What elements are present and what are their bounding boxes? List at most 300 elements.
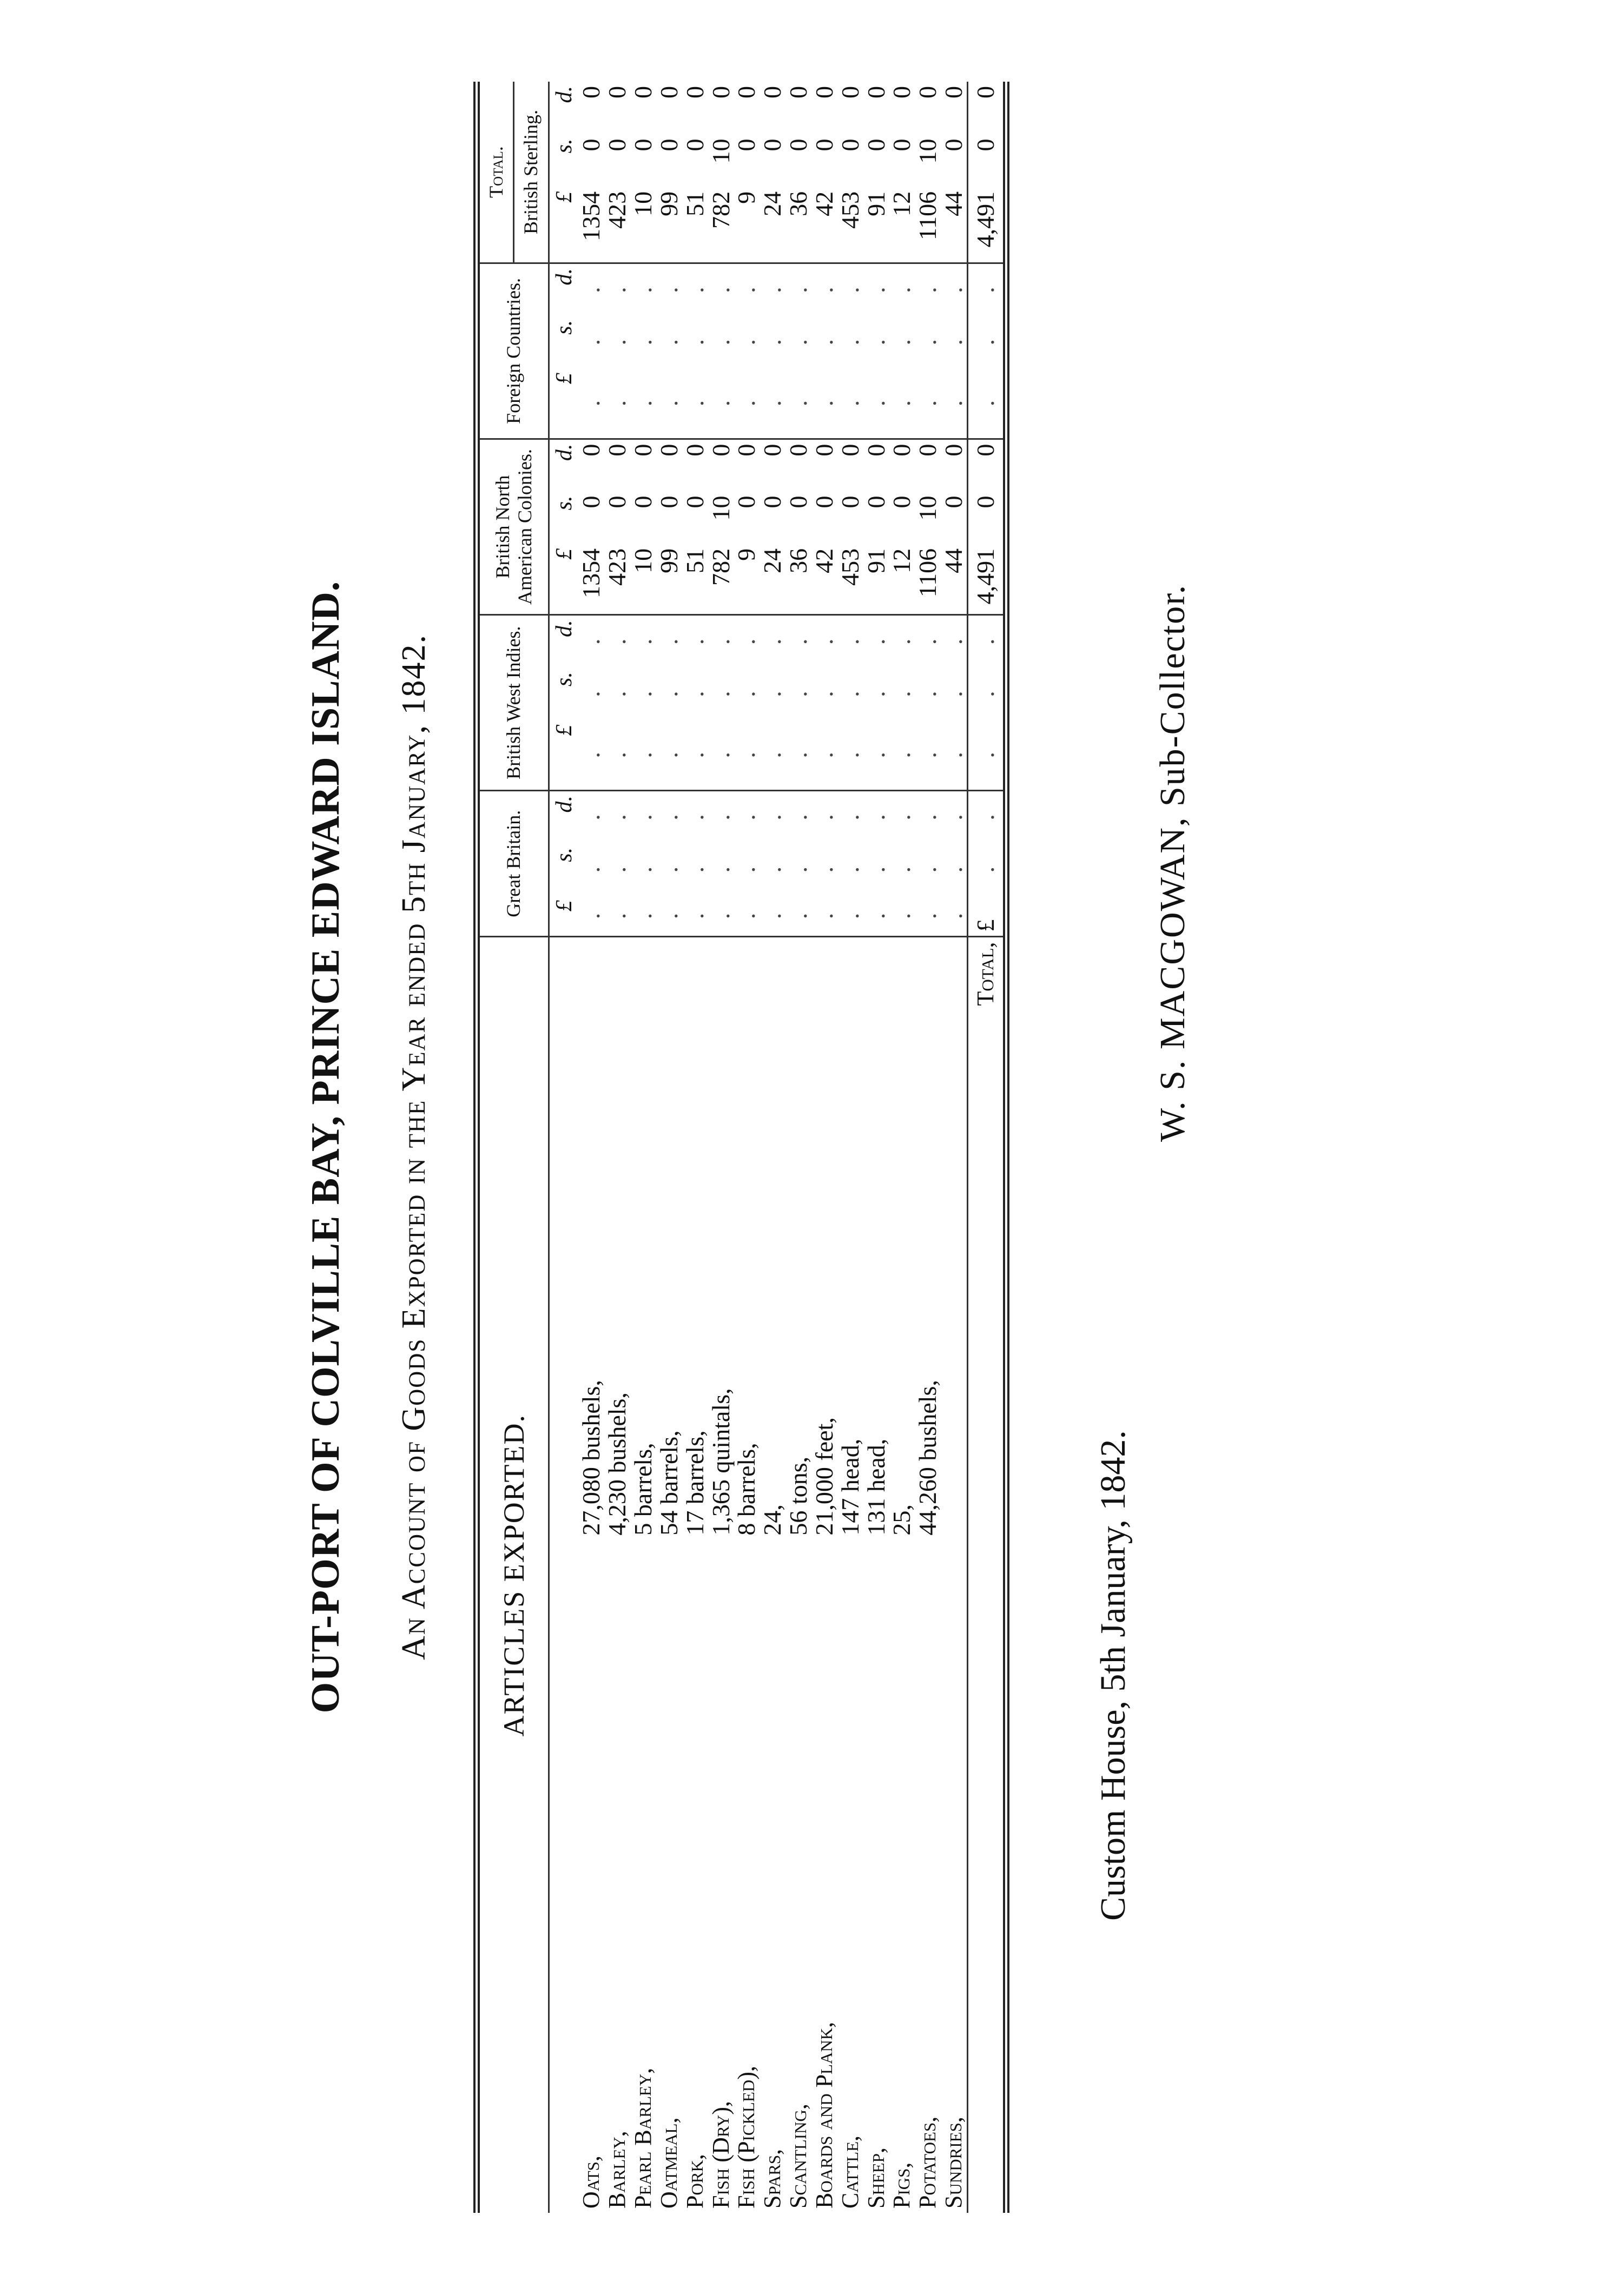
- article-quantity: 24,: [758, 1504, 787, 1536]
- article-quantity: 54 barrels,: [655, 1430, 683, 1536]
- bna-pence: 0: [577, 444, 605, 457]
- bna-shillings: 0: [681, 495, 709, 508]
- empty-cell-dots: .: [577, 691, 605, 697]
- sterling-pence: 0: [940, 86, 968, 98]
- sterling-pence: 0: [810, 86, 838, 98]
- empty-cell-dots: .: [577, 638, 605, 645]
- table-row: [708, 82, 734, 2213]
- empty-cell-dots: .: [682, 368, 708, 439]
- empty-cell-dots: .: [837, 896, 863, 937]
- empty-cell-dots: .: [836, 691, 864, 697]
- empty-cell-dots: .: [784, 866, 813, 873]
- empty-cell-dots: .: [630, 896, 656, 937]
- total-bna-pence: 0: [967, 439, 1006, 491]
- article-name: Spars,: [759, 2148, 786, 2209]
- empty-cell-dots: .: [967, 368, 1006, 439]
- article-quantity: 44,260 bushels,: [914, 1380, 942, 1536]
- header-articles: ARTICLES EXPORTED.: [477, 937, 549, 2213]
- empty-cell-dots: .: [889, 896, 915, 937]
- document-title: OUT-PORT OF COLVILLE BAY, PRINCE EDWARD ISLAND.: [303, 580, 348, 1714]
- bna-pounds: 51: [682, 544, 708, 615]
- empty-cell-dots: .: [810, 287, 838, 293]
- empty-cell-dots: .: [810, 339, 838, 346]
- empty-cell-dots: .: [681, 339, 709, 346]
- article-quantity: 21,000 feet,: [810, 1417, 838, 1536]
- bna-pence: 0: [810, 444, 838, 457]
- empty-cell-dots: .: [629, 691, 657, 697]
- empty-cell-dots: .: [940, 287, 968, 293]
- bna-shillings: 0: [577, 495, 605, 508]
- empty-cell-dots: .: [785, 896, 811, 937]
- empty-cell-dots: .: [681, 814, 709, 821]
- bna-shillings: 0: [836, 495, 864, 508]
- empty-cell-dots: .: [836, 287, 864, 293]
- article-quantity: 27,080 bushels,: [577, 1380, 605, 1536]
- sterling-pounds: 36: [785, 187, 811, 263]
- table-row: [915, 82, 941, 2213]
- empty-cell-dots: .: [655, 287, 683, 293]
- sterling-pence: 0: [681, 86, 709, 98]
- header-british-sterling: British Sterling.: [514, 82, 549, 263]
- total-row: [967, 82, 1006, 2213]
- article-name: Fish (Dry),: [707, 2101, 734, 2209]
- empty-cell-dots: .: [707, 339, 735, 346]
- sterling-pounds: 51: [682, 187, 708, 263]
- bna-pence: 0: [940, 444, 968, 457]
- sterling-pence: 0: [836, 86, 864, 98]
- unit-pence: d.: [551, 620, 577, 637]
- empty-cell-dots: .: [940, 866, 968, 873]
- empty-cell-dots: .: [578, 720, 604, 791]
- bna-shillings: 10: [707, 495, 735, 521]
- total-sterling-pence: 0: [967, 82, 1006, 134]
- empty-cell-dots: .: [785, 368, 811, 439]
- empty-cell-dots: .: [760, 896, 785, 937]
- article-quantity: 17 barrels,: [681, 1430, 709, 1536]
- sterling-pounds: 44: [941, 187, 967, 263]
- bna-shillings: 0: [888, 495, 916, 508]
- bna-shillings: 0: [732, 495, 761, 508]
- sterling-pounds: 782: [708, 187, 734, 263]
- document-subtitle: An Account of Goods Exported in the Year ended 5th January, 1842.: [395, 634, 432, 1661]
- empty-cell-dots: .: [784, 691, 813, 697]
- article-name: Potatoes,: [914, 2116, 941, 2209]
- article-quantity: 147 head,: [836, 1438, 864, 1536]
- article-quantity: 56 tons,: [784, 1456, 813, 1536]
- empty-cell-dots: .: [630, 720, 656, 791]
- empty-cell-dots: .: [862, 691, 890, 697]
- unit-pound: £: [549, 368, 578, 439]
- bna-pence: 0: [862, 444, 890, 457]
- empty-cell-dots: .: [629, 287, 657, 293]
- table-body: [578, 82, 967, 2213]
- bna-shillings: 0: [655, 495, 683, 508]
- bna-pounds: 453: [837, 544, 863, 615]
- empty-cell-dots: .: [708, 896, 734, 937]
- article-quantity: 131 head,: [862, 1438, 890, 1536]
- bna-shillings: 10: [914, 495, 942, 521]
- empty-cell-dots: .: [888, 638, 916, 645]
- empty-cell-dots: .: [967, 615, 1006, 667]
- table-row: [630, 82, 656, 2213]
- empty-cell-dots: .: [862, 287, 890, 293]
- unit-pence: d.: [551, 268, 577, 286]
- empty-cell-dots: .: [914, 814, 942, 821]
- bna-pence: 0: [681, 444, 709, 457]
- unit-pence: d.: [551, 444, 577, 461]
- empty-cell-dots: .: [603, 287, 631, 293]
- table-row: [785, 82, 811, 2213]
- unit-row: [549, 82, 578, 2213]
- table-row: [734, 82, 760, 2213]
- bna-shillings: 0: [603, 495, 631, 508]
- empty-cell-dots: .: [941, 896, 967, 937]
- empty-cell-dots: .: [630, 368, 656, 439]
- article-name: Sundries,: [940, 2117, 967, 2209]
- empty-cell-dots: .: [811, 368, 837, 439]
- empty-cell-dots: .: [681, 691, 709, 697]
- sterling-pence: 0: [888, 86, 916, 98]
- bna-shillings: 0: [862, 495, 890, 508]
- table-row: [889, 82, 915, 2213]
- article-quantity: 5 barrels,: [629, 1443, 657, 1536]
- sterling-pounds: 42: [811, 187, 837, 263]
- empty-cell-dots: .: [681, 638, 709, 645]
- sterling-pounds: 423: [604, 187, 630, 263]
- header-british-north-american: British North American Colonies.: [477, 439, 549, 615]
- unit-pence: d.: [551, 795, 577, 813]
- empty-cell-dots: .: [758, 691, 787, 697]
- sterling-pounds: 12: [889, 187, 915, 263]
- empty-cell-dots: .: [810, 638, 838, 645]
- empty-cell-dots: .: [577, 339, 605, 346]
- empty-cell-dots: .: [603, 691, 631, 697]
- total-bna-pounds: 4,491: [967, 544, 1006, 615]
- unit-shilling: s.: [551, 495, 577, 511]
- sterling-shillings: 0: [784, 138, 813, 151]
- sterling-shillings: 0: [758, 138, 787, 151]
- sterling-shillings: 0: [629, 138, 657, 151]
- sterling-shillings: 0: [810, 138, 838, 151]
- bna-pounds: 44: [941, 544, 967, 615]
- bna-pounds: 1106: [915, 544, 941, 615]
- empty-cell-dots: .: [863, 720, 889, 791]
- bna-pounds: 91: [863, 544, 889, 615]
- article-quantity: 4,230 bushels,: [603, 1392, 631, 1536]
- empty-cell-dots: .: [629, 339, 657, 346]
- unit-shilling: s.: [551, 672, 577, 687]
- empty-cell-dots: .: [707, 866, 735, 873]
- empty-cell-dots: .: [604, 368, 630, 439]
- sterling-pounds: 10: [630, 187, 656, 263]
- empty-cell-dots: .: [888, 287, 916, 293]
- empty-cell-dots: .: [863, 368, 889, 439]
- empty-cell-dots: .: [837, 368, 863, 439]
- empty-cell-dots: .: [760, 368, 785, 439]
- bna-pounds: 423: [604, 544, 630, 615]
- empty-cell-dots: .: [862, 814, 890, 821]
- article-name: Pearl Barley,: [630, 2067, 657, 2209]
- empty-cell-dots: .: [577, 814, 605, 821]
- unit-pound: £: [549, 544, 578, 615]
- empty-cell-dots: .: [914, 691, 942, 697]
- empty-cell-dots: .: [656, 896, 682, 937]
- empty-cell-dots: .: [836, 638, 864, 645]
- empty-cell-dots: .: [785, 720, 811, 791]
- sterling-shillings: 0: [888, 138, 916, 151]
- empty-cell-dots: .: [656, 720, 682, 791]
- empty-cell-dots: .: [732, 339, 761, 346]
- bna-pounds: 9: [734, 544, 760, 615]
- sterling-pence: 0: [914, 86, 942, 98]
- header-british-west-indies: British West Indies.: [477, 615, 549, 791]
- empty-cell-dots: .: [940, 638, 968, 645]
- bna-pence: 0: [836, 444, 864, 457]
- bna-pence: 0: [784, 444, 813, 457]
- empty-cell-dots: .: [914, 339, 942, 346]
- sterling-shillings: 0: [862, 138, 890, 151]
- sterling-shillings: 0: [681, 138, 709, 151]
- bna-pounds: 12: [889, 544, 915, 615]
- sterling-pence: 0: [577, 86, 605, 98]
- empty-cell-dots: .: [967, 667, 1006, 720]
- sterling-pence: 0: [603, 86, 631, 98]
- empty-cell-dots: .: [578, 896, 604, 937]
- bna-pence: 0: [707, 444, 735, 457]
- empty-cell-dots: .: [655, 638, 683, 645]
- table-row: [578, 82, 604, 2213]
- empty-cell-dots: .: [915, 368, 941, 439]
- empty-cell-dots: .: [734, 720, 760, 791]
- empty-cell-dots: .: [708, 368, 734, 439]
- sterling-shillings: 0: [655, 138, 683, 151]
- unit-shilling: s.: [551, 320, 577, 335]
- empty-cell-dots: .: [967, 720, 1006, 791]
- bna-pence: 0: [603, 444, 631, 457]
- empty-cell-dots: .: [784, 287, 813, 293]
- table-row: [760, 82, 785, 2213]
- empty-cell-dots: .: [629, 866, 657, 873]
- empty-cell-dots: .: [604, 896, 630, 937]
- empty-cell-dots: .: [836, 866, 864, 873]
- empty-cell-dots: .: [810, 866, 838, 873]
- bna-pence: 0: [758, 444, 787, 457]
- bna-pounds: 99: [656, 544, 682, 615]
- empty-cell-dots: .: [863, 896, 889, 937]
- bna-shillings: 0: [940, 495, 968, 508]
- empty-cell-dots: .: [707, 287, 735, 293]
- empty-cell-dots: .: [732, 691, 761, 697]
- empty-cell-dots: .: [758, 287, 787, 293]
- empty-cell-dots: .: [889, 368, 915, 439]
- sterling-shillings: 0: [603, 138, 631, 151]
- sterling-pounds: 1354: [578, 187, 604, 263]
- empty-cell-dots: .: [940, 814, 968, 821]
- empty-cell-dots: .: [915, 896, 941, 937]
- empty-cell-dots: .: [784, 814, 813, 821]
- bna-pence: 0: [629, 444, 657, 457]
- article-name: Sheep,: [862, 2147, 889, 2209]
- article-name: Oats,: [578, 2156, 605, 2209]
- table-row: [863, 82, 889, 2213]
- sterling-pounds: 91: [863, 187, 889, 263]
- article-name: Boards and Plank,: [810, 2021, 837, 2209]
- empty-cell-dots: .: [914, 638, 942, 645]
- bna-pounds: 24: [760, 544, 785, 615]
- empty-cell-dots: .: [655, 866, 683, 873]
- empty-cell-dots: .: [681, 866, 709, 873]
- sterling-pounds: 99: [656, 187, 682, 263]
- empty-cell-dots: .: [707, 814, 735, 821]
- empty-cell-dots: .: [655, 691, 683, 697]
- table-row: [941, 82, 967, 2213]
- empty-cell-dots: .: [915, 720, 941, 791]
- empty-cell-dots: .: [682, 896, 708, 937]
- table-row: [837, 82, 863, 2213]
- bna-pence: 0: [888, 444, 916, 457]
- empty-cell-dots: .: [914, 866, 942, 873]
- empty-cell-dots: .: [656, 368, 682, 439]
- sterling-shillings: 0: [732, 138, 761, 151]
- empty-cell-dots: .: [862, 866, 890, 873]
- empty-cell-dots: .: [967, 790, 1006, 843]
- bna-shillings: 0: [784, 495, 813, 508]
- empty-cell-dots: .: [732, 814, 761, 821]
- article-name: Oatmeal,: [655, 2117, 682, 2209]
- empty-cell-dots: .: [914, 287, 942, 293]
- sterling-pounds: 24: [760, 187, 785, 263]
- empty-cell-dots: .: [888, 814, 916, 821]
- empty-cell-dots: .: [707, 638, 735, 645]
- article-quantity: 8 barrels,: [732, 1443, 761, 1536]
- empty-cell-dots: .: [708, 720, 734, 791]
- empty-cell-dots: .: [758, 339, 787, 346]
- empty-cell-dots: .: [862, 638, 890, 645]
- unit-pound: £: [549, 187, 578, 263]
- empty-cell-dots: .: [940, 339, 968, 346]
- empty-cell-dots: .: [734, 368, 760, 439]
- table-row: [682, 82, 708, 2213]
- custom-house-date: Custom House, 5th January, 1842.: [1093, 1430, 1133, 1921]
- empty-cell-dots: .: [862, 339, 890, 346]
- empty-cell-dots: .: [940, 691, 968, 697]
- empty-cell-dots: .: [836, 339, 864, 346]
- sterling-pence: 0: [758, 86, 787, 98]
- empty-cell-dots: .: [655, 339, 683, 346]
- table-row: [811, 82, 837, 2213]
- article-name: Pigs,: [888, 2162, 915, 2209]
- article-name: Scantling,: [785, 2104, 812, 2209]
- empty-cell-dots: .: [732, 866, 761, 873]
- empty-cell-dots: .: [967, 263, 1006, 316]
- empty-cell-dots: .: [758, 814, 787, 821]
- empty-cell-dots: .: [888, 691, 916, 697]
- exports-table: [473, 82, 1009, 2213]
- total-sterling-shillings: 0: [967, 134, 1006, 187]
- empty-cell-dots: .: [758, 866, 787, 873]
- bna-pounds: 782: [708, 544, 734, 615]
- empty-cell-dots: .: [577, 287, 605, 293]
- empty-cell-dots: .: [941, 720, 967, 791]
- article-quantity: 1,365 quintals,: [707, 1388, 735, 1536]
- table-row: [604, 82, 630, 2213]
- empty-cell-dots: .: [941, 368, 967, 439]
- article-quantity: [941, 937, 967, 1540]
- bna-pounds: 1354: [578, 544, 604, 615]
- empty-cell-dots: .: [655, 814, 683, 821]
- bna-shillings: 0: [758, 495, 787, 508]
- empty-cell-dots: .: [578, 368, 604, 439]
- empty-cell-dots: .: [784, 638, 813, 645]
- sterling-pence: 0: [707, 86, 735, 98]
- sterling-pence: 0: [862, 86, 890, 98]
- article-name: Fish (Pickled),: [733, 2066, 760, 2209]
- empty-cell-dots: .: [811, 720, 837, 791]
- empty-cell-dots: .: [681, 287, 709, 293]
- sterling-pence: 0: [629, 86, 657, 98]
- sterling-pounds: 453: [837, 187, 863, 263]
- empty-cell-dots: .: [836, 814, 864, 821]
- empty-cell-dots: .: [604, 720, 630, 791]
- empty-cell-dots: .: [784, 339, 813, 346]
- sterling-shillings: 10: [707, 138, 735, 164]
- empty-cell-dots: .: [758, 638, 787, 645]
- bna-pence: 0: [732, 444, 761, 457]
- unit-pound: £: [549, 720, 578, 791]
- total-currency: £: [971, 919, 999, 932]
- total-label: Total,: [972, 942, 999, 1006]
- empty-cell-dots: .: [837, 720, 863, 791]
- unit-shilling: s.: [551, 847, 577, 862]
- bna-pence: 0: [914, 444, 942, 457]
- empty-cell-dots: .: [629, 638, 657, 645]
- article-name: Pork,: [681, 2154, 708, 2209]
- empty-cell-dots: .: [889, 720, 915, 791]
- bna-shillings: 0: [810, 495, 838, 508]
- bna-shillings: 0: [629, 495, 657, 508]
- bna-pounds: 10: [630, 544, 656, 615]
- article-quantity: 25,: [888, 1504, 916, 1536]
- empty-cell-dots: .: [732, 287, 761, 293]
- empty-cell-dots: .: [707, 691, 735, 697]
- sterling-shillings: 0: [577, 138, 605, 151]
- empty-cell-dots: .: [629, 814, 657, 821]
- sterling-shillings: 0: [940, 138, 968, 151]
- unit-shilling: s.: [551, 138, 577, 154]
- sterling-pounds: 1106: [915, 187, 941, 263]
- empty-cell-dots: .: [967, 843, 1006, 896]
- bna-pounds: 42: [811, 544, 837, 615]
- bna-pounds: 36: [785, 544, 811, 615]
- sterling-pence: 0: [655, 86, 683, 98]
- sterling-pounds: 9: [734, 187, 760, 263]
- header-foreign-countries: Foreign Countries.: [477, 263, 549, 439]
- empty-cell-dots: .: [888, 339, 916, 346]
- empty-cell-dots: .: [734, 896, 760, 937]
- empty-cell-dots: .: [732, 638, 761, 645]
- empty-cell-dots: .: [811, 896, 837, 937]
- table-row: [656, 82, 682, 2213]
- article-name: Barley,: [604, 2131, 631, 2209]
- empty-cell-dots: .: [603, 339, 631, 346]
- sterling-pence: 0: [732, 86, 761, 98]
- article-name: Cattle,: [836, 2135, 863, 2209]
- bna-pence: 0: [655, 444, 683, 457]
- total-bna-shillings: 0: [967, 492, 1006, 544]
- empty-cell-dots: .: [577, 866, 605, 873]
- table-header-row: [477, 82, 514, 2213]
- empty-cell-dots: .: [967, 316, 1006, 368]
